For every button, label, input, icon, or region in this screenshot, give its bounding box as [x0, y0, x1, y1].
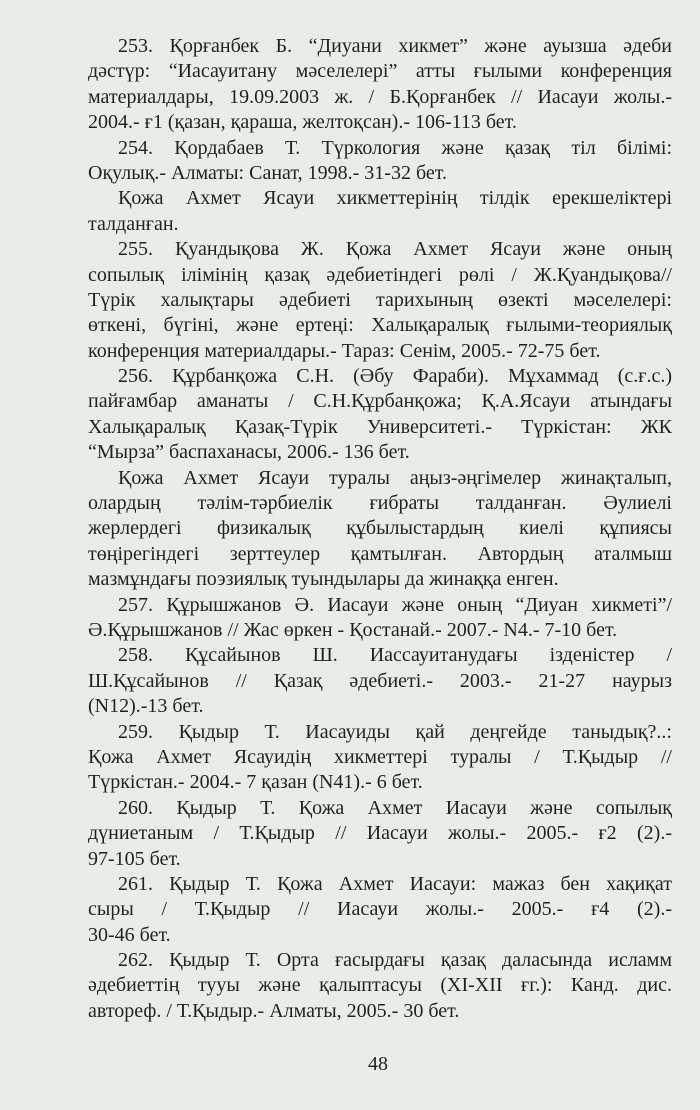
text-line: 255. Қуандықова Ж. Қожа Ахмет Ясауи және оның: [118, 238, 672, 261]
text-line: Қожа Ахмет Ясауидің хикметтері туралы / Т.Қыдыр //: [88, 745, 672, 768]
bibliography-entry: [88, 643, 672, 719]
text-line: 257. Құрышжанов Ә. Иасауи және оның “Диуан хикметі”/: [118, 593, 672, 616]
text-line: 2004.- ғ1 (қазан, қараша, желтоқсан).- 106-113 бет.: [88, 111, 517, 134]
text-line: сыры / Т.Қыдыр // Иасауи жолы.- 2005.- ғ4 (2).-: [88, 898, 672, 921]
text-line: 30-46 бет.: [88, 923, 171, 946]
text-line: төңірегіндегі зерттеулер қамтылған. Автордың аталмыш: [88, 542, 672, 565]
text-line: пайғамбар аманаты / С.Н.Құрбанқожа; Қ.А.Ясауи атындағы: [88, 390, 672, 413]
bibliography-entry: [88, 720, 672, 796]
text-line: әдебиеттің тууы және қалыптасуы (XI-XII ғг.): Канд. дис.: [88, 974, 672, 997]
text-line: автореф. / Т.Қыдыр.- Алматы, 2005.- 30 бет.: [88, 999, 460, 1022]
bibliography-entry: [88, 237, 672, 364]
bibliography-entry: [88, 466, 672, 593]
text-line: “Мырза” баспаханасы, 2006.- 136 бет.: [88, 441, 410, 464]
text-line: Оқулық.- Алматы: Санат, 1998.- 31-32 бет.: [88, 161, 447, 184]
bibliography-entry: [88, 34, 672, 136]
bibliography-entry: [88, 948, 672, 1024]
text-line: 97-105 бет.: [88, 847, 181, 870]
text-line: Түркістан.- 2004.- 7 қазан (N41).- 6 бет.: [88, 771, 423, 794]
text-line: 253. Қорғанбек Б. “Диуани хикмет” және ауызша әдеби: [118, 35, 672, 57]
bibliography-entry: [88, 872, 672, 948]
text-line: Қожа Ахмет Ясауи туралы аңыз-әңгімелер жинақталып,: [118, 466, 672, 489]
text-line: 254. Қордабаев Т. Түркология және қазақ тіл білімі:: [118, 136, 672, 159]
text-line: Ә.Құрышжанов // Жас өркен - Қостанай.- 2007.- N4.- 7-10 бет.: [88, 618, 618, 641]
bibliography-entry: [88, 593, 672, 644]
text-line: 260. Қыдыр Т. Қожа Ахмет Иасауи және сопылық: [118, 796, 672, 819]
text-line: Халықаралық Қазақ-Түрік Университеті.- Түркістан: ЖК: [88, 415, 672, 438]
text-line: 261. Қыдыр Т. Қожа Ахмет Иасауи: мажаз бен хақиқат: [118, 872, 672, 895]
text-line: мазмұндағы поэзиялық туындылары да жинаққа енген.: [88, 568, 559, 591]
text-line: (N12).-13 бет.: [88, 695, 204, 718]
text-line: 256. Құрбанқожа С.Н. (Әбу Фараби). Мұхаммад (с.ғ.с.): [118, 365, 672, 388]
bibliography-entry: [88, 136, 672, 187]
text-line: 258. Құсайынов Ш. Иассауитанудағы ізденістер /: [118, 644, 672, 667]
page-number: 48: [368, 1053, 388, 1075]
bibliography-entry: [88, 364, 672, 466]
text-line: конференция материалдары.- Тараз: Сенім, 2005.- 72-75 бет.: [88, 339, 601, 362]
text-line: 259. Қыдыр Т. Иасауиды қай деңгейде таныдық?..:: [118, 720, 672, 743]
text-line: сопылық ілімінің қазақ әдебиетіндегі рөлі / Ж.Қуандықова//: [88, 263, 672, 286]
bibliography-entry: [88, 186, 672, 237]
bibliography-entry: [88, 796, 672, 872]
text-line: Түрік халықтары әдебиеті тарихының өзекті мәселелері:: [88, 288, 672, 311]
text-line: Ш.Құсайынов // Қазақ әдебиеті.- 2003.- 21-27 наурыз: [88, 669, 672, 692]
text-line: 262. Қыдыр Т. Орта ғасырдағы қазақ даласында исламм: [118, 949, 672, 972]
bibliography-text: [88, 34, 672, 1024]
text-line: материалдары, 19.09.2003 ж. / Б.Қорғанбек // Иасауи жолы.-: [88, 85, 672, 108]
text-line: Қожа Ахмет Ясауи хикметтерінің тілдік ерекшеліктері: [118, 187, 672, 210]
text-line: дүниетаным / Т.Қыдыр // Иасауи жолы.- 2005.- ғ2 (2).-: [88, 822, 672, 845]
text-line: олардың тәлім-тәрбиелік ғибраты талданған. Әулиелі: [88, 492, 672, 515]
text-line: талданған.: [88, 212, 179, 235]
text-line: дәстүр: “Иасауитану мәселелері” атты ғылыми конференция: [88, 60, 672, 83]
text-line: жерлердегі физикалық құбылыстардың киелі құпиясы: [88, 517, 672, 540]
text-line: өткені, бүгіні, және ертеңі: Халықаралық ғылыми-теориялық: [88, 314, 672, 337]
